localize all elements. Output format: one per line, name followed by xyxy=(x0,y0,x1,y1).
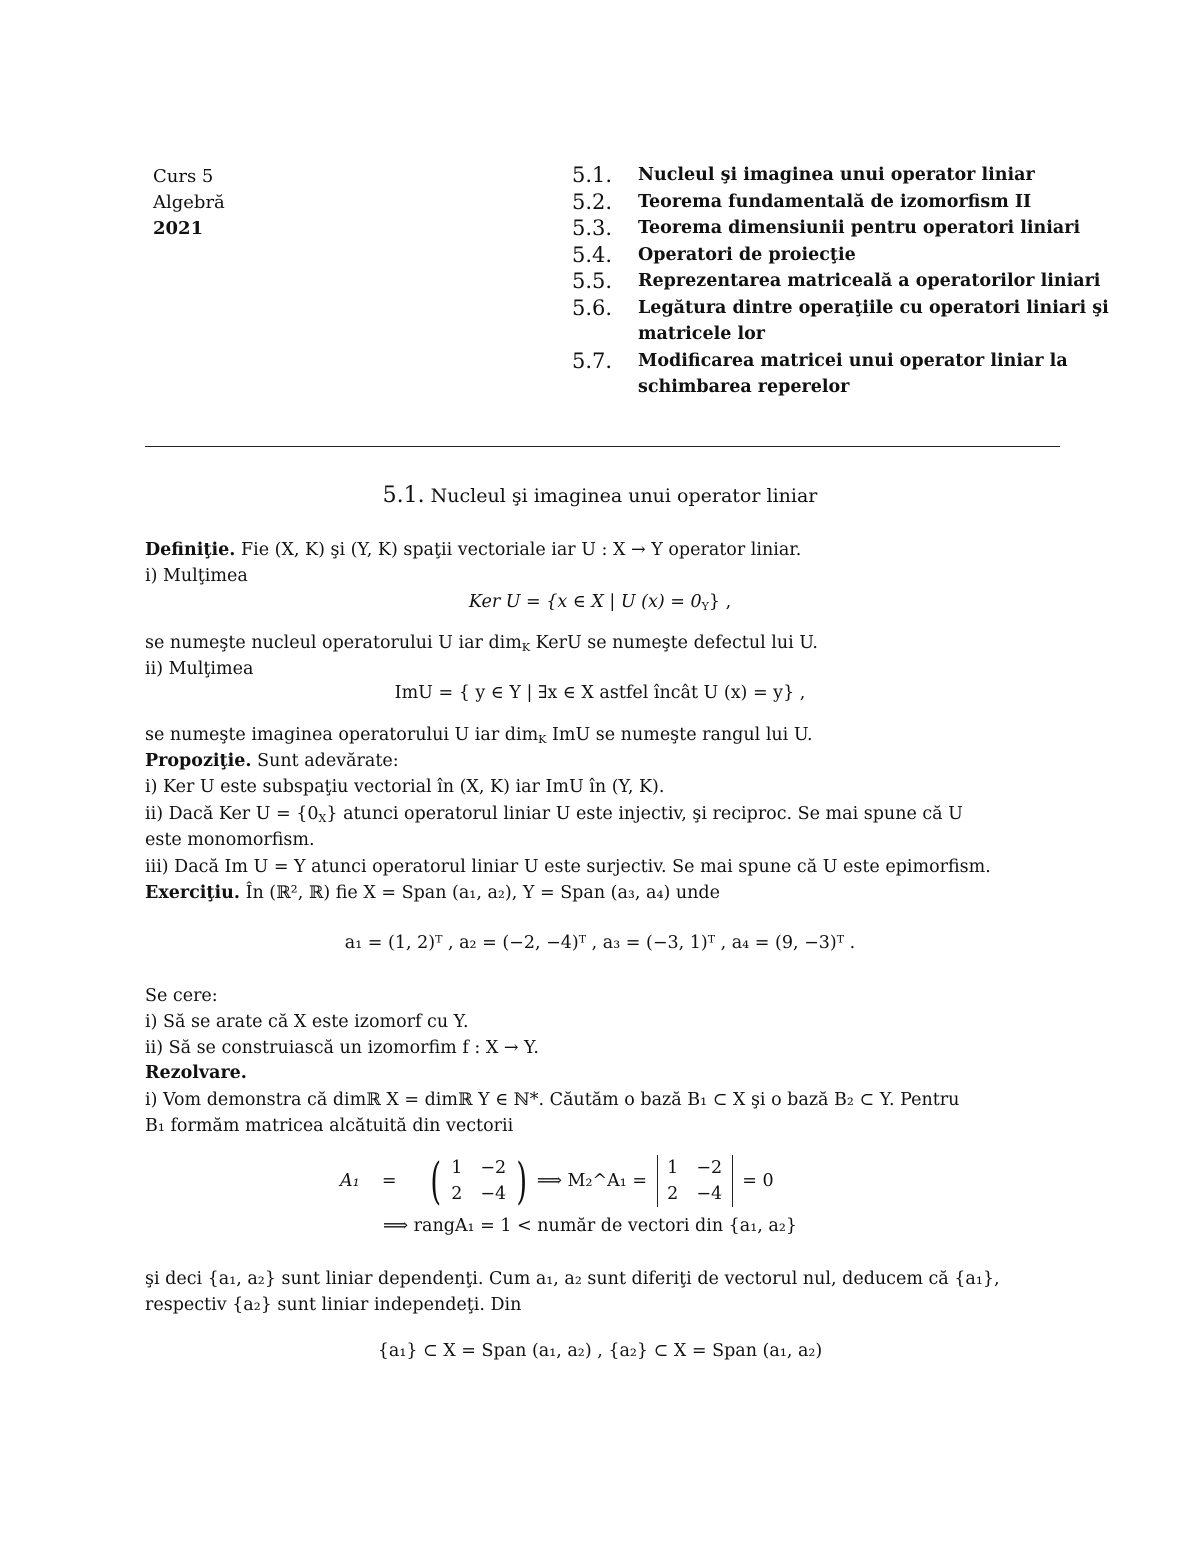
resolution-line-1: i) Vom demonstra că dimℝ X = dimℝ Y ∈ ℕ*. Căutăm o bază B₁ ⊂ X şi o bază B₂ ⊂ Y. Pentru xyxy=(145,1090,960,1110)
horizontal-rule xyxy=(145,446,1060,447)
left-paren: ( xyxy=(430,1152,442,1210)
toc-item xyxy=(572,348,1172,401)
im-text-end: ImU se numeşte rangul lui U. xyxy=(551,725,813,745)
year-label: 2021 xyxy=(153,218,204,239)
im-text: se numeşte imaginea operatorului U iar dim xyxy=(145,725,539,745)
exercise-line xyxy=(145,880,720,906)
toc-number: 5.4. xyxy=(572,242,613,267)
resolution-line-2: B₁ formăm matricea alcătuită din vectorii xyxy=(145,1116,514,1136)
toc-number: 5.7. xyxy=(572,348,613,373)
matrix-cell: −4 xyxy=(480,1184,507,1204)
matrix-cell: 1 xyxy=(667,1158,679,1178)
determinant-bar-left xyxy=(657,1155,658,1207)
proposition-ii-sub: X xyxy=(318,812,327,825)
toc-item xyxy=(572,215,1172,242)
matrix-row xyxy=(451,1181,506,1207)
ker-formula-text: Ker U = {x ∈ X | U (x) = 0 xyxy=(468,592,702,612)
ker-text-sub: K xyxy=(521,641,531,654)
course-header xyxy=(153,164,225,242)
toc-item xyxy=(572,295,1172,348)
toc-title: Legătura dintre operaţiile cu operatori liniari şi matricele lor xyxy=(638,297,1109,344)
toc-number: 5.1. xyxy=(572,163,613,187)
vectors-formula: a₁ = (1, 2)ᵀ , a₂ = (−2, −4)ᵀ , a₃ = (−3, 1)ᵀ , a₄ = (9, −3)ᵀ . xyxy=(344,933,856,953)
toc-title: Teorema fundamentală de izomorfism II xyxy=(638,191,1032,212)
conclusion-line-2: respectiv {a₂} sunt liniar independeţi. Din xyxy=(145,1295,522,1315)
ker-text-end: KerU se numeşte defectul lui U. xyxy=(535,633,818,653)
resolution-label: Rezolvare. xyxy=(145,1063,247,1083)
toc-title: Reprezentarea matriceală a operatorilor liniari xyxy=(638,271,1101,291)
matrix-cell: 1 xyxy=(451,1158,463,1178)
proposition-iii: iii) Dacă Im U = Y atunci operatorul liniar U este surjectiv. Se mai spune că U este epimorfism. xyxy=(145,857,991,877)
exercise-text: În (ℝ², ℝ) fie X = Span (a₁, a₂), Y = Span (a₃, a₄) unde xyxy=(245,883,720,903)
im-formula: ImU = { y ∈ Y | ∃x ∈ X astfel încât U (x) = y} , xyxy=(394,683,806,703)
proposition-ii-end: } atunci operatorul liniar U este injectiv, şi reciproc. Se mai spune că U xyxy=(326,804,963,824)
subject-label: Algebră xyxy=(153,192,225,213)
item-i-heading: i) Mulţimea xyxy=(145,566,248,586)
section-title-text: Nucleul şi imaginea unui operator liniar xyxy=(430,485,818,507)
ker-formula xyxy=(0,592,1200,613)
determinant-bar-right xyxy=(732,1155,733,1207)
toc-title: Teorema dimensiunii pentru operatori liniari xyxy=(638,218,1081,238)
determinant-a1 xyxy=(667,1155,722,1207)
im-text-sub: K xyxy=(538,733,547,746)
rank-line: ⟹ rangA₁ = 1 < număr de vectori din {a₁, a₂} xyxy=(383,1216,797,1236)
matrix-cell: −2 xyxy=(480,1158,507,1178)
toc-number: 5.2. xyxy=(572,189,613,214)
matrix-row xyxy=(667,1181,722,1207)
matrix-a1 xyxy=(451,1155,506,1207)
proposition-i: i) Ker U este subspaţiu vectorial în (X, K) iar ImU în (Y, K). xyxy=(145,777,665,797)
exercise-label: Exerciţiu. xyxy=(145,883,240,903)
toc-item xyxy=(572,189,1172,216)
proposition-label: Propoziţie. xyxy=(145,751,252,771)
proposition-ii-text: ii) Dacă Ker U = {0 xyxy=(145,804,319,824)
section-title xyxy=(0,483,1200,508)
conclusion-line-1: şi deci {a₁, a₂} sunt liniar dependenţi. Cum a₁, a₂ sunt diferiţi de vectorul nul, deducem că {a₁}, xyxy=(145,1269,1000,1289)
ker-formula-end: } , xyxy=(708,592,732,612)
toc-title: Operatori de proiecţie xyxy=(638,244,856,265)
ker-text: se numeşte nucleul operatorului U iar dim xyxy=(145,633,522,653)
toc-item xyxy=(572,162,1172,189)
se-cere: Se cere: xyxy=(145,986,218,1006)
table-of-contents xyxy=(572,162,1172,401)
definition-label: Definiţie. xyxy=(145,540,236,560)
proposition-line xyxy=(145,748,399,774)
toc-title: Modificarea matricei unui operator liniar la schimbarea reperelor xyxy=(638,350,1068,397)
matrix-cell: 2 xyxy=(451,1184,463,1204)
matrix-equation xyxy=(340,1152,774,1210)
toc-number: 5.5. xyxy=(572,269,613,293)
matrix-row xyxy=(667,1155,722,1181)
definition-line xyxy=(145,537,801,563)
matrix-lhs: A₁ = xyxy=(340,1171,397,1191)
final-formula: {a₁} ⊂ X = Span (a₁, a₂) , {a₂} ⊂ X = Span (a₁, a₂) xyxy=(377,1341,823,1361)
toc-title: Nucleul şi imaginea unui operator liniar xyxy=(638,165,1035,185)
proposition-ii-continued: este monomorfism. xyxy=(145,830,315,850)
right-paren: ) xyxy=(516,1152,527,1210)
toc-item xyxy=(572,242,1172,269)
section-number: 5.1. xyxy=(382,483,425,508)
toc-number: 5.6. xyxy=(572,295,613,320)
toc-number: 5.3. xyxy=(572,216,613,240)
matrix-cell: 2 xyxy=(667,1184,679,1204)
ker-formula-sub: Y xyxy=(701,600,709,613)
matrix-end: = 0 xyxy=(742,1171,774,1191)
definition-text: Fie (X, K) şi (Y, K) spaţii vectoriale iar U : X → Y operator liniar. xyxy=(240,540,802,560)
matrix-row xyxy=(451,1155,506,1181)
course-label: Curs 5 xyxy=(153,166,214,187)
requirement-ii: ii) Să se construiască un izomorfim f : X → Y. xyxy=(145,1038,539,1058)
proposition-text: Sunt adevărate: xyxy=(257,751,399,771)
requirement-i: i) Să se arate că X este izomorf cu Y. xyxy=(145,1012,469,1032)
toc-item xyxy=(572,268,1172,295)
matrix-cell: −4 xyxy=(696,1184,723,1204)
item-ii-heading: ii) Mulţimea xyxy=(145,659,254,679)
matrix-cell: −2 xyxy=(696,1158,723,1178)
matrix-mid: ⟹ M₂^A₁ = xyxy=(536,1171,648,1191)
